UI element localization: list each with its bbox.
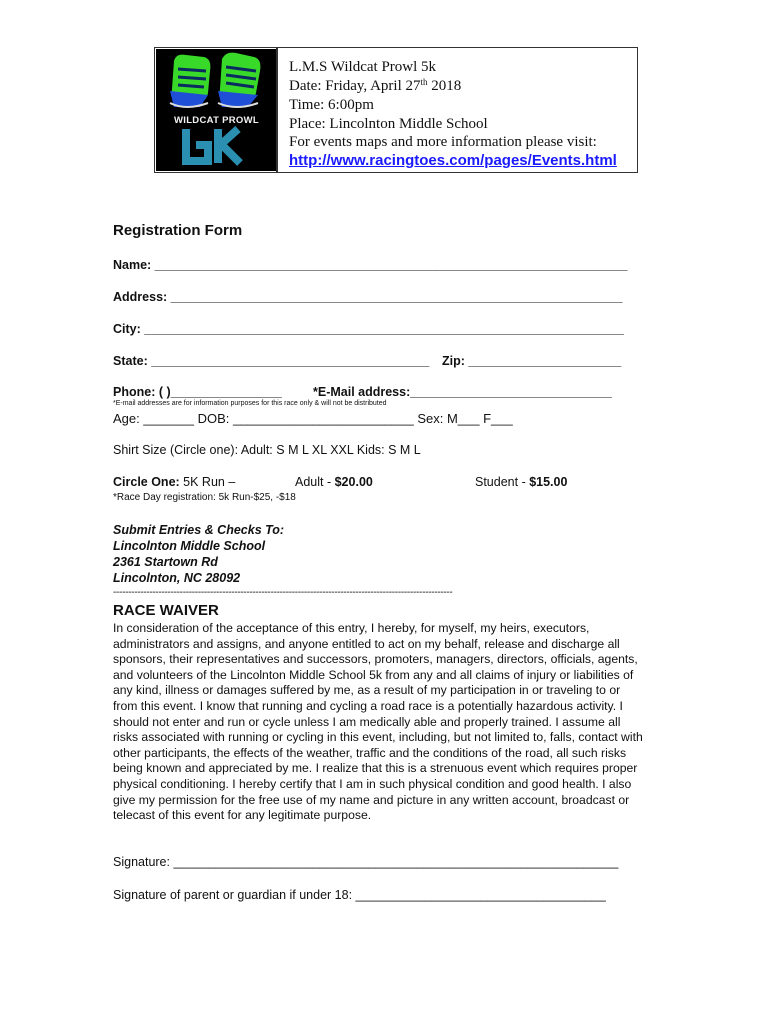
event-time: Time: 6:00pm [289, 97, 374, 113]
guardian-signature-field[interactable]: Signature of parent or guardian if under 18: ____________________________________ [113, 888, 606, 902]
wildcat-prowl-logo [156, 49, 276, 171]
waiver-body: In consideration of the acceptance of this entry, I hereby, for myself, my heirs, executors, administrators and assigns, and anyone entitled to act on my behalf, release and discharge all sponsors, their representatives and successors, promoters, managers, directors, officials, agents, and volunteers of the Lincolnton Middle School 5k from any and all claims of injury or liabilities of any kind, illness or damages suffered by me, as a result of my participation in or traveling to or from this event. I know that running and cycling a road race is a potentially hazardous activity. I should not enter and run or cycle unless I am medically able and properly trained. I assume all risks associated with running or cycling in this event, including, but not limited to, falls, contact with other participants, the effects of the weather, traffic and the conditions of the road, all such risks being known and appreciated by me. I realize that this is a strenuous event which requires proper physical conditioning. I hereby certify that I am in such physical condition and good health. I also give my permission for the free use of my name and picture in any written account, broadcast or telecast of this event for any legitimate purpose. [113, 621, 643, 823]
phone-field[interactable]: Phone: ( )________________ [113, 385, 282, 399]
sneakers-logo-icon [156, 49, 276, 171]
adult-label: Adult - [295, 475, 335, 489]
event-name: L.M.S Wildcat Prowl 5k [289, 59, 437, 75]
event-info: For events maps and more information please visit: [289, 134, 597, 150]
address-field[interactable]: Address: _________________________________________________________________ [113, 290, 623, 304]
event-date-prefix: Date: Friday, April 27 [289, 78, 421, 94]
signature-field[interactable]: Signature: ________________________________________________________________ [113, 855, 619, 869]
state-field[interactable]: State: ________________________________________ [113, 354, 430, 368]
student-label: Student - [475, 475, 530, 489]
event-date-year: 2018 [427, 78, 462, 94]
form-title: Registration Form [113, 222, 243, 239]
circle-one-run[interactable]: 5K Run – [179, 475, 236, 489]
zip-field[interactable]: Zip: ______________________ [442, 354, 622, 368]
logo-text: WILDCAT PROWL [174, 115, 259, 126]
event-info-link[interactable]: http://www.racingtoes.com/pages/Events.html [289, 152, 617, 169]
student-option[interactable] [475, 475, 567, 490]
student-price: $15.00 [529, 475, 568, 489]
name-field[interactable]: Name: ____________________________________________________________________ [113, 258, 628, 272]
event-date-suffix: th [420, 77, 428, 87]
waiver-title: RACE WAIVER [113, 602, 219, 619]
submit-heading: Submit Entries & Checks To: [113, 523, 285, 537]
section-separator: ---------------------------------------------------------------------------------------------------------------- [113, 587, 453, 598]
circle-one-row [113, 475, 235, 490]
event-date [289, 77, 461, 96]
circle-one-label: Circle One: [113, 475, 180, 489]
email-note: *E-mail addresses are for information purposes for this race only & will not be distributed [113, 400, 387, 407]
submit-line-2: 2361 Startown Rd [113, 555, 218, 569]
event-place: Place: Lincolnton Middle School [289, 116, 488, 132]
adult-price: $20.00 [334, 475, 373, 489]
age-dob-sex-field[interactable]: Age: _______ DOB: _________________________ Sex: M___ F___ [113, 411, 513, 426]
city-field[interactable]: City: _____________________________________________________________________ [113, 322, 624, 336]
adult-option[interactable] [295, 475, 373, 490]
header-divider [276, 47, 278, 173]
submit-line-1: Lincolnton Middle School [113, 539, 266, 553]
race-day-note: *Race Day registration: 5k Run-$25, -$18 [113, 492, 296, 503]
email-field[interactable]: *E-Mail address:_____________________________ [313, 385, 612, 399]
shirt-size-field[interactable]: Shirt Size (Circle one): Adult: S M L XL XXL Kids: S M L [113, 443, 421, 457]
submit-line-3: Lincolnton, NC 28092 [113, 571, 241, 585]
